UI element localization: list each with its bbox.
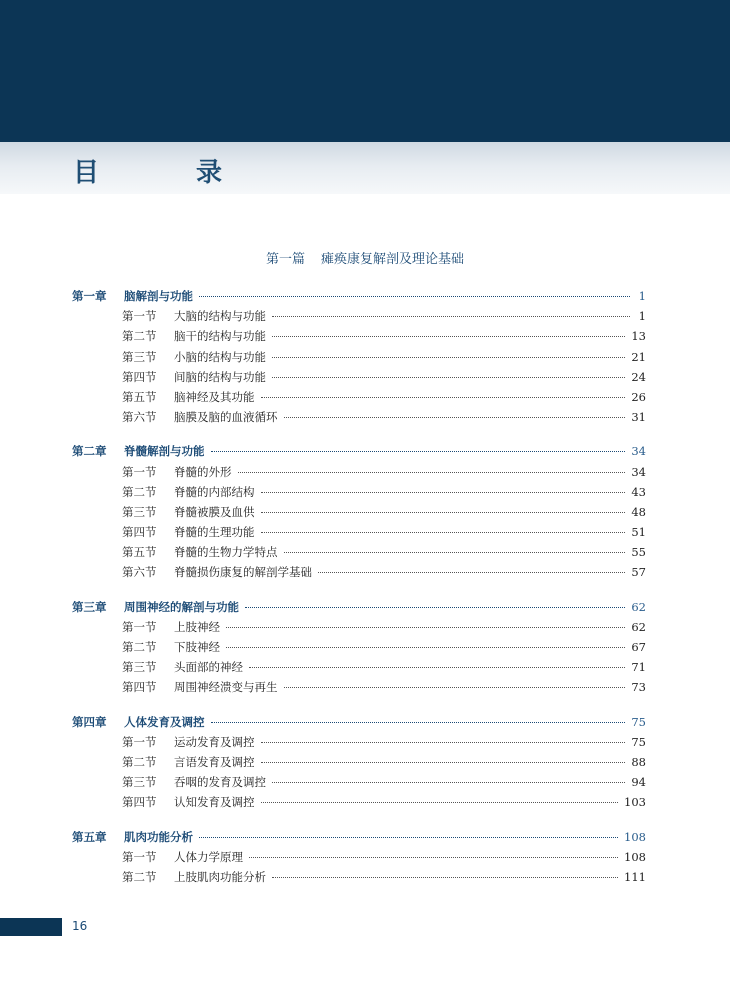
section-entry[interactable]: [72, 347, 646, 367]
section-page: 62: [631, 619, 646, 634]
chapter-entry[interactable]: [72, 441, 646, 461]
section-page: 71: [631, 660, 646, 675]
dot-leader: [238, 472, 626, 473]
dot-leader: [272, 377, 625, 378]
section-title: 脑干的结构与功能: [174, 329, 266, 344]
section-title: 小脑的结构与功能: [174, 349, 266, 364]
page-title: 目 录: [73, 158, 267, 188]
section-entry[interactable]: [72, 732, 646, 752]
section-entry[interactable]: [72, 542, 646, 562]
section-title: 头面部的神经: [174, 660, 243, 675]
section-entry[interactable]: [72, 772, 646, 792]
section-title: 下肢神经: [174, 640, 220, 654]
section-number: 第一节: [122, 734, 157, 749]
section-number: 第三节: [122, 349, 157, 364]
section-label: [122, 847, 243, 867]
section-number: 第四节: [122, 680, 157, 695]
section-label: [122, 677, 278, 697]
section-page: 73: [631, 680, 646, 695]
section-number: 第一节: [122, 849, 157, 864]
section-page: 103: [624, 795, 646, 810]
dot-leader: [261, 762, 626, 763]
section-entry[interactable]: [72, 306, 646, 326]
chapter-title: 人体发育及调控: [124, 714, 205, 729]
section-label: [122, 542, 278, 562]
section-number: 第六节: [122, 410, 157, 425]
section-label: [122, 482, 255, 502]
dot-leader: [318, 572, 625, 573]
dot-leader: [261, 397, 626, 398]
section-label: [122, 772, 266, 792]
section-page: 108: [624, 849, 646, 864]
section-entry[interactable]: [72, 462, 646, 482]
section-entry[interactable]: [72, 847, 646, 867]
section-number: 第四节: [122, 525, 157, 540]
chapter-page: 1: [638, 289, 646, 303]
section-title: 人体力学原理: [174, 849, 243, 864]
section-number: 第一节: [122, 309, 157, 324]
section-title: 脑神经及其功能: [174, 389, 255, 404]
section-number: 第五节: [122, 389, 157, 404]
dot-leader: [272, 782, 625, 783]
section-label: [122, 732, 255, 752]
section-entry[interactable]: [72, 617, 646, 637]
dot-leader: [226, 627, 625, 628]
section-page: 51: [631, 525, 646, 540]
dot-leader: [284, 417, 626, 418]
section-label: [122, 462, 232, 482]
table-of-contents: [72, 286, 646, 901]
section-title: 认知发育及调控: [174, 795, 255, 810]
section-page: 48: [631, 504, 646, 519]
section-title: 上肢肌肉功能分析: [174, 869, 266, 884]
chapter-label: [72, 827, 193, 847]
section-page: 88: [631, 754, 646, 769]
section-title: 大脑的结构与功能: [174, 309, 266, 324]
section-page: 55: [631, 545, 646, 560]
page-number: 16: [72, 919, 88, 933]
section-number: 第五节: [122, 545, 157, 560]
section-page: 34: [631, 464, 646, 479]
section-title: 吞咽的发育及调控: [174, 775, 266, 790]
section-label: [122, 657, 243, 677]
chapter-number: 第二章: [72, 444, 107, 459]
section-number: 第二节: [122, 869, 157, 884]
chapter-entry[interactable]: [72, 286, 646, 306]
section-label: [122, 387, 255, 407]
dot-leader: [261, 742, 626, 743]
section-entry[interactable]: [72, 657, 646, 677]
section-entry[interactable]: [72, 637, 646, 657]
dot-leader: [261, 532, 626, 533]
dot-leader: [249, 857, 618, 858]
section-title: 脊髓被膜及血供: [174, 504, 255, 519]
section-page: 43: [631, 484, 646, 499]
section-label: [122, 522, 255, 542]
part-number: 第一篇: [265, 252, 305, 267]
chapter-entry[interactable]: [72, 597, 646, 617]
chapter-label: [72, 712, 205, 732]
chapter-block: [72, 827, 646, 888]
section-page: 57: [631, 565, 646, 580]
section-label: [122, 306, 266, 326]
dot-leader: [211, 451, 626, 452]
section-page: 67: [631, 640, 646, 654]
chapter-block: [72, 441, 646, 582]
section-number: 第二节: [122, 484, 157, 499]
section-entry[interactable]: [72, 326, 646, 346]
section-page: 111: [624, 869, 646, 884]
section-label: [122, 637, 220, 657]
section-number: 第六节: [122, 565, 157, 580]
section-entry[interactable]: [72, 752, 646, 772]
section-title: 周围神经溃变与再生: [174, 680, 278, 695]
section-title: 脑膜及脑的血液循环: [174, 410, 278, 425]
section-label: [122, 347, 266, 367]
chapter-number: 第一章: [72, 289, 107, 303]
section-title: 间脑的结构与功能: [174, 369, 266, 384]
dot-leader: [272, 336, 625, 337]
chapter-page: 34: [631, 444, 646, 459]
section-label: [122, 792, 255, 812]
footer-bar: [0, 918, 62, 936]
chapter-label: [72, 441, 205, 461]
section-label: [122, 562, 312, 582]
section-page: 26: [631, 389, 646, 404]
section-label: [122, 407, 278, 427]
section-label: [122, 502, 255, 522]
dot-leader: [199, 296, 630, 297]
chapter-block: [72, 712, 646, 813]
section-page: 24: [631, 369, 646, 384]
chapter-title: 脊髓解剖与功能: [124, 444, 205, 459]
dot-leader: [284, 687, 626, 688]
section-number: 第三节: [122, 504, 157, 519]
chapter-number: 第三章: [72, 599, 107, 614]
section-page: 13: [631, 329, 646, 344]
dot-leader: [211, 722, 626, 723]
dot-leader: [261, 802, 619, 803]
chapter-page: 75: [631, 714, 646, 729]
section-label: [122, 617, 220, 637]
section-entry[interactable]: [72, 407, 646, 427]
section-entry[interactable]: [72, 387, 646, 407]
section-page: 31: [631, 410, 646, 425]
section-title: 脊髓的生物力学特点: [174, 545, 278, 560]
section-page: 75: [631, 734, 646, 749]
section-page: 21: [631, 349, 646, 364]
chapter-label: [72, 286, 193, 306]
dot-leader: [261, 492, 626, 493]
chapter-number: 第四章: [72, 714, 107, 729]
section-label: [122, 326, 266, 346]
section-title: 脊髓的外形: [174, 464, 232, 479]
section-entry[interactable]: [72, 792, 646, 812]
dot-leader: [226, 647, 625, 648]
section-number: 第一节: [122, 464, 157, 479]
section-title: 上肢神经: [174, 619, 220, 634]
chapter-page: 62: [631, 599, 646, 614]
section-page: 1: [638, 309, 646, 324]
chapter-entry[interactable]: [72, 712, 646, 732]
dot-leader: [284, 552, 626, 553]
chapter-block: [72, 597, 646, 698]
chapter-page: 108: [624, 829, 646, 844]
section-number: 第二节: [122, 329, 157, 344]
part-heading: [0, 248, 730, 267]
section-page: 94: [631, 775, 646, 790]
chapter-title: 脑解剖与功能: [124, 289, 193, 303]
section-number: 第二节: [122, 754, 157, 769]
chapter-entry[interactable]: [72, 827, 646, 847]
dot-leader: [245, 607, 625, 608]
section-label: [122, 752, 255, 772]
header-band: [0, 0, 730, 142]
section-number: 第二节: [122, 640, 157, 654]
section-title: 脊髓损伤康复的解剖学基础: [174, 565, 312, 580]
dot-leader: [272, 877, 618, 878]
section-title: 脊髓的内部结构: [174, 484, 255, 499]
section-number: 第四节: [122, 795, 157, 810]
section-number: 第一节: [122, 619, 157, 634]
dot-leader: [199, 837, 618, 838]
chapter-block: [72, 286, 646, 427]
section-title: 运动发育及调控: [174, 734, 255, 749]
dot-leader: [272, 316, 630, 317]
part-name: 瘫痪康复解剖及理论基础: [321, 252, 465, 267]
section-entry[interactable]: [72, 522, 646, 542]
section-label: [122, 867, 266, 887]
chapter-title: 肌肉功能分析: [124, 829, 193, 844]
section-entry[interactable]: [72, 502, 646, 522]
section-number: 第四节: [122, 369, 157, 384]
dot-leader: [249, 667, 625, 668]
section-number: 第三节: [122, 775, 157, 790]
section-entry[interactable]: [72, 867, 646, 887]
chapter-number: 第五章: [72, 829, 107, 844]
dot-leader: [272, 357, 625, 358]
section-number: 第三节: [122, 660, 157, 675]
chapter-label: [72, 597, 239, 617]
section-entry[interactable]: [72, 482, 646, 502]
section-title: 脊髓的生理功能: [174, 525, 255, 540]
section-entry[interactable]: [72, 562, 646, 582]
section-entry[interactable]: [72, 677, 646, 697]
section-entry[interactable]: [72, 367, 646, 387]
section-label: [122, 367, 266, 387]
dot-leader: [261, 512, 626, 513]
chapter-title: 周围神经的解剖与功能: [124, 599, 239, 614]
section-title: 言语发育及调控: [174, 754, 255, 769]
